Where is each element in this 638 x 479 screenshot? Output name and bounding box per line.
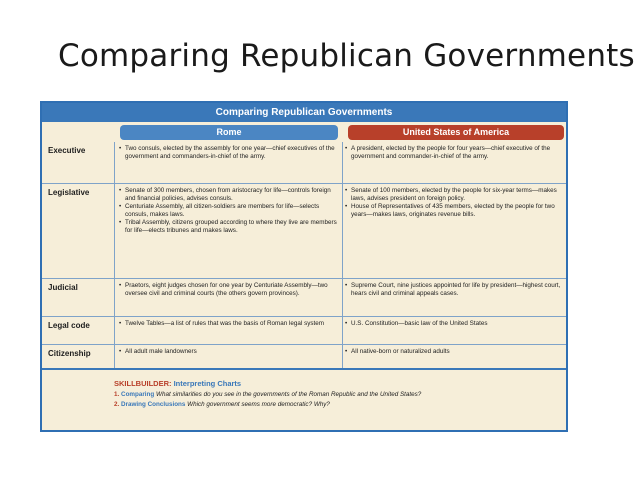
skillbuilder-subtitle: Interpreting Charts [173,379,242,388]
bullet-item: • Senate of 300 members, chosen from aristocracy for life—controls foreign and financial policies, advises consuls. [118,187,342,202]
comparison-chart-figure [40,101,568,432]
cell-rome [118,187,342,236]
row-label: Legal code [48,321,90,330]
bullet-item: • Tribal Assembly, citizens grouped according to where they live are members for life—elects tribunes and makes laws. [118,219,342,234]
bullet-item: • Twelve Tables—a list of rules that was the basis of Roman legal system [118,320,342,328]
skillbuilder-question [114,391,421,398]
bullet-item: • All adult male landowners [118,348,342,356]
question-number: 2. [114,401,120,408]
table-row-judicial [42,279,566,317]
row-label: Legislative [48,188,90,197]
table-row-executive [42,142,566,184]
table-row-legislative [42,184,566,279]
bullet-item: • Two consuls, elected by the assembly for one year—chief executives of the government and commanders-in-chief of the army. [118,145,342,160]
slide-title: Comparing Republican Governments [58,38,635,74]
cell-usa [344,145,562,161]
row-label: Citizenship [48,349,91,358]
question-text: What similarities do you see in the governments of the Roman Republic and the United States? [156,391,422,398]
bullet-item: • U.S. Constitution—basic law of the United States [344,320,562,328]
bullet-item: • Senate of 100 members, elected by the people for six-year terms—makes laws, advises president on foreign policy. [344,187,562,202]
table-row-citizenship [42,345,566,370]
question-text: Which government seems more democratic? Why? [187,401,330,408]
column-header-usa: United States of America [348,125,564,140]
row-label: Judicial [48,283,78,292]
question-number: 1. [114,391,120,398]
bullet-item: • Praetors, eight judges chosen for one year by Centuriate Assembly—two oversee civil and criminal courts (the others govern provinces). [118,282,342,297]
cell-rome [118,348,342,357]
cell-rome [118,145,342,161]
column-header-rome: Rome [120,125,338,140]
question-keyword: Drawing Conclusions [121,401,186,408]
bullet-item: • Centuriate Assembly, all citizen-soldiers are members for life—selects consuls, makes laws. [118,203,342,218]
skillbuilder-question [114,401,330,408]
row-label: Executive [48,146,86,155]
table-row-legal-code [42,317,566,345]
cell-usa [344,320,562,329]
question-keyword: Comparing [121,391,155,398]
skillbuilder-title [114,379,241,388]
skillbuilder-box [42,371,566,430]
bullet-item: • All native-born or naturalized adults [344,348,562,356]
cell-usa [344,187,562,219]
chart-header: Comparing Republican Governments [42,103,566,122]
bullet-item: • House of Representatives of 435 members, elected by the people for two years—makes laws, originates revenue bills. [344,203,562,218]
cell-usa [344,282,562,298]
cell-usa [344,348,562,357]
cell-rome [118,320,342,329]
skillbuilder-label: SKILLBUILDER: [114,379,172,388]
bullet-item: • A president, elected by the people for four years—chief executive of the government and commander-in-chief of the army. [344,145,562,160]
bullet-item: • Supreme Court, nine justices appointed for life by president—highest court, hears civil and criminal appeals cases. [344,282,562,297]
cell-rome [118,282,342,298]
